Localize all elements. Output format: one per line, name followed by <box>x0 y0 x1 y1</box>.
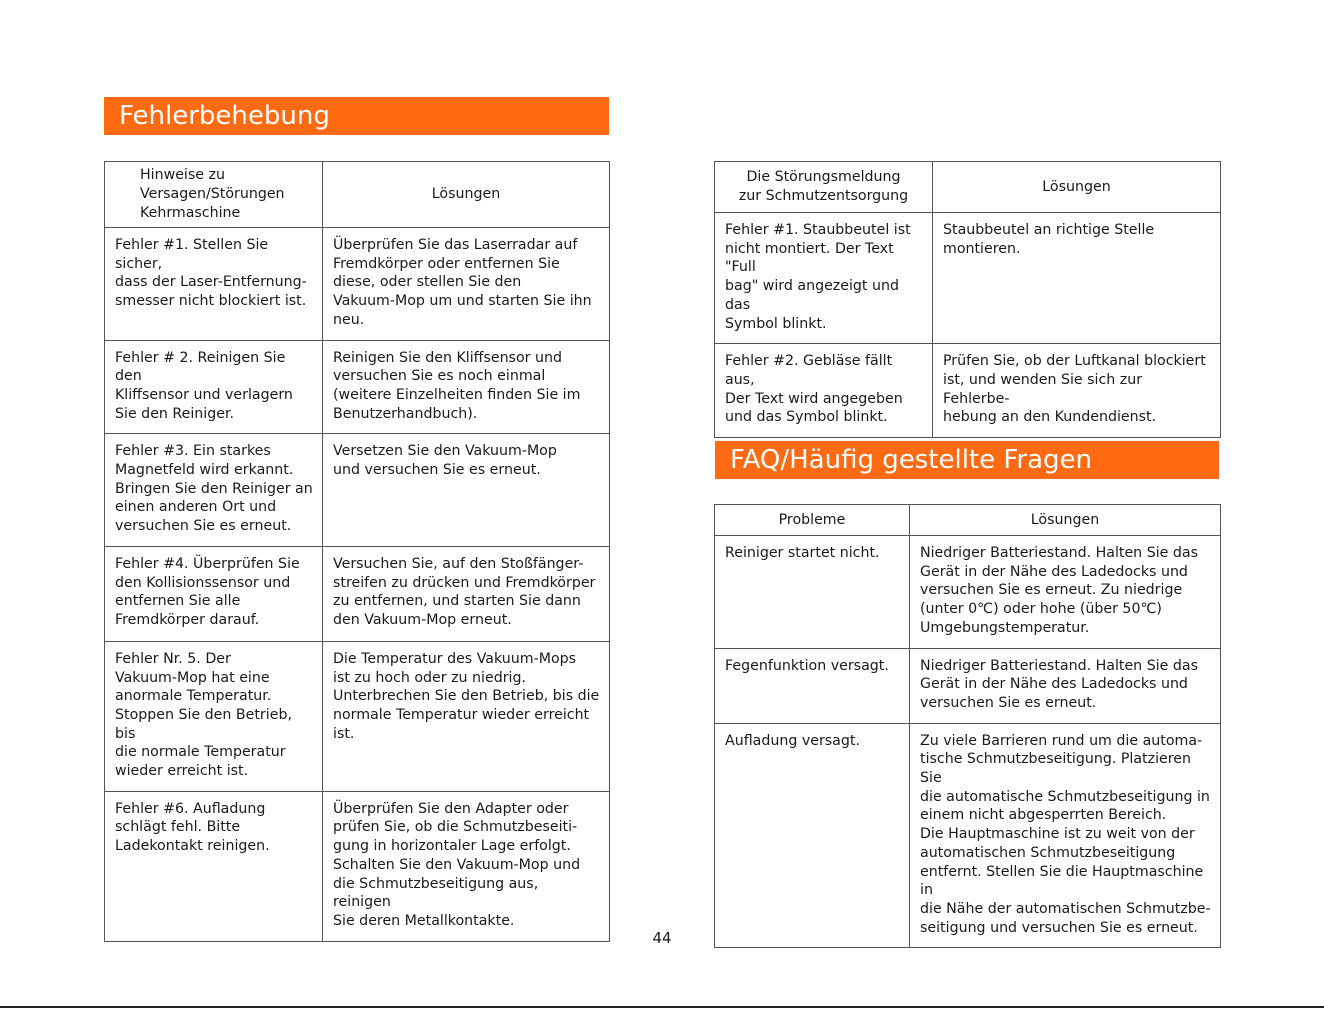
table-row <box>105 228 610 341</box>
problem-cell: Reiniger startet nicht. <box>715 536 910 649</box>
solution-cell: Niedriger Batteriestand. Halten Sie das Gerät in der Nähe des Ladedocks und versuchen Sie es erneut. <box>910 648 1221 723</box>
problem-cell: Aufladung versagt. <box>715 723 910 948</box>
table-row <box>105 546 610 641</box>
solution-cell: Reinigen Sie den Kliffsensor und versuchen Sie es noch einmal (weitere Einzelheiten finden Sie im Benutzerhandbuch). <box>323 340 610 434</box>
solution-cell: Prüfen Sie, ob der Luftkanal blockiert ist, und wenden Sie sich zur Fehlerbe- hebung an den Kundendienst. <box>933 344 1221 438</box>
header-cell-problem: Probleme <box>715 505 910 536</box>
solution-cell: Zu viele Barrieren rund um die automa- tische Schmutzbeseitigung. Platzieren Sie die automatische Schmutzbeseitigung in einem nicht abgesperrten Bereich. Die Hauptmaschine ist zu weit von der automatischen Schmutzbeseitigung entfernt. Stellen Sie die Hauptmaschine in die Nähe der automatischen Schmutzbe- seitigung und versuchen Sie es erneut. <box>910 723 1221 948</box>
problem-cell: Fehler #4. Überprüfen Sie den Kollisionssensor und entfernen Sie alle Fremdkörper darauf. <box>105 546 323 641</box>
faq-title: FAQ/Häufig gestellte Fragen <box>715 441 1219 479</box>
table-header-row <box>715 162 1221 213</box>
solution-cell: Die Temperatur des Vakuum-Mops ist zu hoch oder zu niedrig. Unterbrechen Sie den Betrieb, bis die normale Temperatur wieder erreicht ist. <box>323 641 610 791</box>
table-row <box>105 434 610 547</box>
faq-table <box>714 504 1221 948</box>
table-header-row <box>105 162 610 228</box>
header-cell-solution: Lösungen <box>910 505 1221 536</box>
table-row <box>715 536 1221 649</box>
solution-cell: Überprüfen Sie den Adapter oder prüfen Sie, ob die Schmutzbeseiti- gung in horizontaler Lage erfolgt. Schalten Sie den Vakuum-Mop und die Schmutzbeseitigung aus, reinigen Sie deren Metallkontakte. <box>323 791 610 941</box>
solution-cell: Überprüfen Sie das Laserradar auf Fremdkörper oder entfernen Sie diese, oder stellen Sie den Vakuum-Mop um und starten Sie ihn neu. <box>323 228 610 341</box>
problem-cell: Fehler #6. Aufladung schlägt fehl. Bitte Ladekontakt reinigen. <box>105 791 323 941</box>
header-cell-solution: Lösungen <box>933 162 1221 213</box>
troubleshooting-title: Fehlerbehebung <box>104 97 609 135</box>
table-row <box>715 213 1221 344</box>
header-cell-problem: Die Störungsmeldung zur Schmutzentsorgung <box>715 162 933 213</box>
solution-cell: Staubbeutel an richtige Stelle montieren. <box>933 213 1221 344</box>
problem-cell: Fegenfunktion versagt. <box>715 648 910 723</box>
table-header-row <box>715 505 1221 536</box>
table-row <box>715 648 1221 723</box>
problem-cell: Fehler #1. Stellen Sie sicher, dass der Laser-Entfernung- smesser nicht blockiert ist. <box>105 228 323 341</box>
bottom-divider <box>0 1006 1324 1008</box>
table-row <box>105 340 610 434</box>
header-cell-solution: Lösungen <box>323 162 610 228</box>
dust-disposal-table <box>714 161 1221 438</box>
problem-cell: Fehler #2. Gebläse fällt aus, Der Text wird angegeben und das Symbol blinkt. <box>715 344 933 438</box>
table-row <box>105 641 610 791</box>
solution-cell: Versuchen Sie, auf den Stoßfänger- streifen zu drücken und Fremdkörper zu entfernen, und starten Sie dann den Vakuum-Mop erneut. <box>323 546 610 641</box>
page-number: 44 <box>652 929 672 947</box>
problem-cell: Fehler Nr. 5. Der Vakuum-Mop hat eine anormale Temperatur. Stoppen Sie den Betrieb, bis die normale Temperatur wieder erreicht ist. <box>105 641 323 791</box>
table-row <box>715 344 1221 438</box>
solution-cell: Versetzen Sie den Vakuum-Mop und versuchen Sie es erneut. <box>323 434 610 547</box>
troubleshooting-table <box>104 161 610 942</box>
solution-cell: Niedriger Batteriestand. Halten Sie das Gerät in der Nähe des Ladedocks und versuchen Sie es erneut. Zu niedrige (unter 0℃) oder hohe (über 50℃) Umgebungstemperatur. <box>910 536 1221 649</box>
problem-cell: Fehler #1. Staubbeutel ist nicht montiert. Der Text "Full bag" wird angezeigt und das Symbol blinkt. <box>715 213 933 344</box>
table-row <box>105 791 610 941</box>
problem-cell: Fehler #3. Ein starkes Magnetfeld wird erkannt. Bringen Sie den Reiniger an einen anderen Ort und versuchen Sie es erneut. <box>105 434 323 547</box>
header-cell-problem: Hinweise zu Versagen/Störungen Kehrmaschine <box>105 162 323 228</box>
table-row <box>715 723 1221 948</box>
problem-cell: Fehler # 2. Reinigen Sie den Kliffsensor und verlagern Sie den Reiniger. <box>105 340 323 434</box>
